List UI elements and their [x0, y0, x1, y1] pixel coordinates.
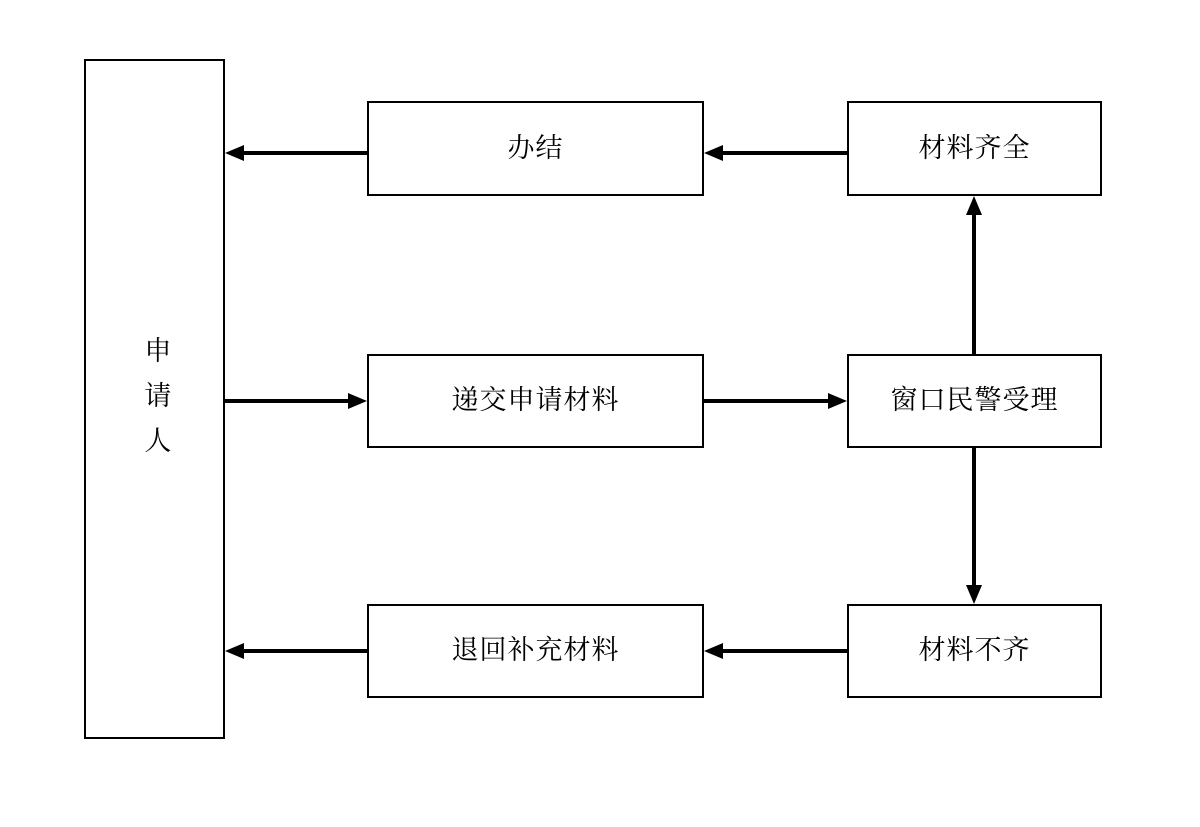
- node-return-for-supplement[interactable]: [367, 604, 704, 698]
- node-window-officer-label: 窗口民警受理: [890, 385, 1059, 416]
- node-submit-application[interactable]: [367, 354, 704, 448]
- node-return-supplement-label: 退回补充材料: [451, 635, 620, 666]
- node-applicant[interactable]: [84, 59, 225, 739]
- node-materials-complete-label: 材料齐全: [918, 132, 1031, 163]
- node-materials-incomplete-label: 材料不齐: [918, 635, 1031, 666]
- node-complete-label: 办结: [507, 132, 564, 163]
- node-applicant-label: 申请人: [140, 335, 171, 471]
- node-materials-complete[interactable]: [847, 101, 1102, 196]
- node-submit-label: 递交申请材料: [451, 385, 620, 416]
- node-complete[interactable]: [367, 101, 704, 196]
- node-window-officer-accept[interactable]: [847, 354, 1102, 448]
- node-materials-incomplete[interactable]: [847, 604, 1102, 698]
